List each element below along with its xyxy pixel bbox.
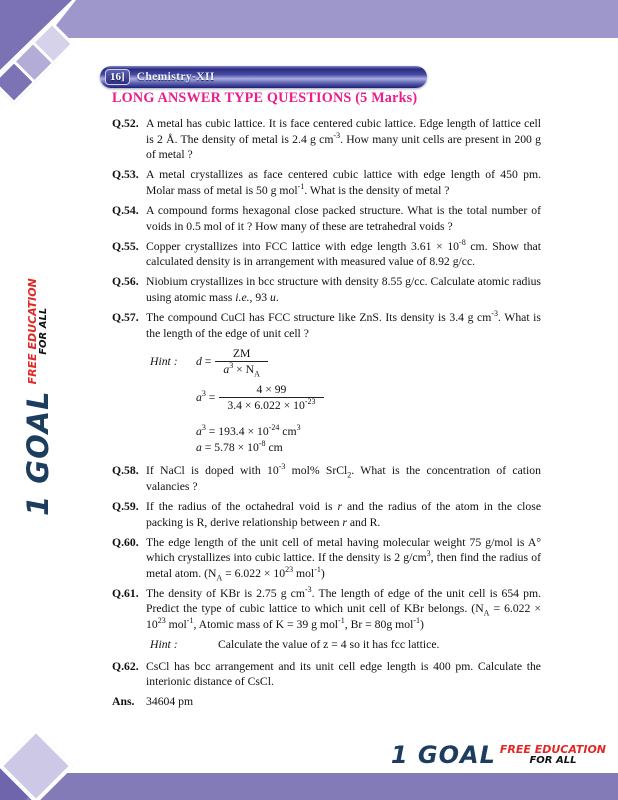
hint-label: Hint : (150, 355, 178, 369)
top-border-band (0, 0, 618, 38)
fraction-denominator: $a^3 \times N_A$ (223, 361, 260, 379)
question-text: A metal has cubic lattice. It is face centered cubic lattice. Edge length of lattice cell is 2 Å. The density of metal is 2.4 g $cm^{-3}$. How many unit cells are present in 200 g of metal ? (146, 117, 541, 162)
logo-free-education-text: FREE EDUCATION (25, 278, 39, 385)
hint-equation-row (196, 383, 541, 412)
question-text: If NaCl is doped with $10^{-3}$ mol% SrCl$_2$. What is the concentration of cation valancies ? (146, 462, 541, 493)
fraction-denominator: $3.4 \times 6.022 \times 10^{-23}$ (227, 397, 316, 413)
question-label: Q.61. (112, 586, 139, 600)
question-text: Copper crystallizes into FCC lattice with edge length $3.61 \times 10^{-8}$ cm. Show that calculated density is in arrangement with measured value of 8.92 g/cc. (146, 237, 541, 269)
question-label: Q.57. (112, 311, 139, 325)
page-header-bar (100, 66, 427, 88)
question-text: A metal crystallizes as face centered cubic lattice with edge length of 450 pm. Molar mass of metal is 50 g mol$^{-1}$. What is the density of metal ? (146, 168, 541, 197)
hint-text: Calculate the value of z = 4 so it has fcc lattice. (218, 638, 440, 652)
question-text: Niobium crystallizes in bcc structure with density 8.55 g/cc. Calculate atomic radius using atomic mass i.e., 93 u. (146, 275, 541, 304)
question-row (112, 239, 541, 270)
question-label: Q.53. (112, 168, 139, 182)
question-row (112, 116, 541, 163)
question-label: Q.52. (112, 117, 139, 130)
answer-label: Ans. (112, 695, 135, 709)
fraction-numerator: ZM (215, 347, 268, 362)
question-label: Q.54. (112, 203, 139, 217)
hint-inline (150, 637, 541, 653)
question-row (112, 274, 541, 305)
logo-for-all-text: FOR ALL (529, 754, 577, 766)
answer-row (112, 694, 541, 710)
question-text: The edge length of the unit cell of metal having molecular weight 75 g/mol is A° which crystallizes into cubic lattice. If the density is 2 $g/cm^3$, then find the radius of metal atom. ($N_A = 6.022 \times 10^{23}$ mol$^{-1}$) (146, 535, 541, 583)
logo-goal-text: 1 GOAL (390, 741, 496, 769)
page-number: 16] (105, 69, 130, 85)
page-content (112, 90, 541, 715)
question-label: Q.62. (112, 659, 139, 673)
fraction (219, 383, 323, 412)
question-row (112, 203, 541, 234)
question-label: Q.56. (112, 275, 139, 289)
hint-equation-line: $a^3 = 193.4 \times 10^{-24}$ $cm^3$ (196, 423, 301, 439)
fraction-numerator: 4 × 99 (219, 383, 323, 398)
section-heading: LONG ANSWER TYPE QUESTIONS (5 Marks) (112, 90, 418, 106)
hint-label: Hint : (150, 638, 178, 652)
question-text: A compound forms hexagonal close packed structure. What is the total number of voids in 0.5 mol of it ? How many of these are tetrahedral voids ? (146, 203, 541, 233)
question-row (112, 463, 541, 494)
question-label: Q.58. (112, 464, 139, 478)
equation-lhs: d = (196, 355, 212, 369)
question-row (112, 535, 541, 582)
hint-block (150, 347, 541, 454)
question-text: The compound CuCl has FCC structure like ZnS. Its density is 3.4 g $cm^{-3}$. What is the length of the edge of unit cell ? (146, 309, 541, 340)
question-label: Q.60. (112, 535, 139, 549)
fraction (215, 347, 268, 379)
logo-for-all-text: FOR ALL (37, 307, 49, 355)
question-row (112, 167, 541, 198)
side-watermark-logo (12, 278, 64, 516)
question-row (112, 499, 541, 530)
equation-lhs: $a^3$ = (196, 389, 216, 405)
footer-logo (391, 741, 606, 769)
question-row (112, 310, 541, 341)
question-text: The density of KBr is 2.75 g $cm^{-3}$. The length of edge of the unit cell is 654 pm. Predict the type of cubic lattice to which unit cell of KBr belongs. ($N_A = 6.022 \times 10^{23}$ mol$^{-1}$, Atomic mass of K = 39 g mol$^{-1}$, Br = 80g mol$^{-1}$) (146, 584, 541, 632)
answer-text: 34604 pm (146, 695, 194, 709)
logo-free-education-text: FREE EDUCATION (499, 742, 606, 756)
bottom-border-band (0, 773, 618, 800)
hint-equation-line: $a = 5.78 \times 10^{-8}$ cm (196, 439, 283, 455)
question-row (112, 659, 541, 690)
hint-equation-row (150, 347, 541, 379)
chapter-title: Chemistry-XII (136, 71, 215, 83)
question-label: Q.55. (112, 239, 139, 253)
logo-goal-text: 1 GOAL (21, 390, 55, 516)
question-label: Q.59. (112, 499, 139, 513)
question-text: CsCl has bcc arrangement and its unit cell edge length is 400 pm. Calculate the interionic distance of CsCl. (146, 659, 541, 689)
question-text: If the radius of the octahedral void is r and the radius of the atom in the close packing is R, derive relationship between r and R. (146, 499, 542, 529)
question-row (112, 586, 541, 633)
